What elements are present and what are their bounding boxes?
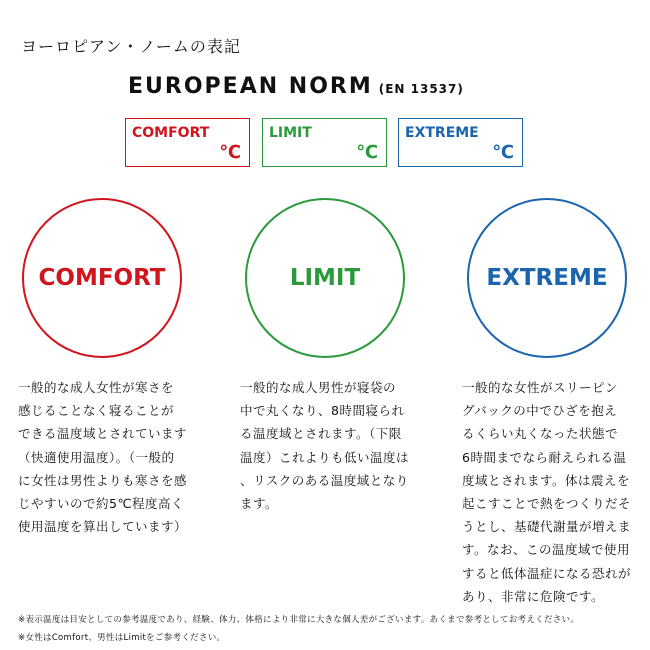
description-line: 度域とされます。体は震えを	[462, 472, 631, 488]
description-line: グバックの中でひざを抱え	[462, 403, 618, 419]
extreme-description	[462, 376, 647, 608]
extreme-circle-label: EXTREME	[486, 265, 608, 291]
description-line: るくらい丸くなった状態で	[462, 426, 619, 442]
description-line: る温度域とされます。（下限	[240, 426, 402, 442]
description-line: 一般的な成人女性が寒さを	[18, 380, 175, 395]
description-line: うとし、基礎代謝量が増えま	[462, 519, 632, 535]
limit-circle	[245, 198, 405, 358]
norm-subtitle: (EN 13537)	[378, 82, 464, 96]
norm-heading	[128, 74, 464, 99]
comfort-box	[125, 118, 250, 167]
description-line: 一般的な成人男性が寝袋の	[240, 380, 397, 395]
description-line: すると低体温症になる恐れが	[462, 565, 632, 581]
description-line: 中で丸くなり、8時間寝られ	[240, 403, 405, 419]
comfort-circle-label: COMFORT	[38, 265, 166, 291]
description-line: （快適使用温度）。（一般的	[18, 449, 175, 465]
footnote: ※女性はComfort、男性はLimitをご参考ください。	[18, 633, 226, 643]
description-line: じやすいので約5℃程度高く	[18, 496, 184, 512]
limit-box-label: LIMIT	[269, 125, 312, 141]
description-line: ます。	[240, 496, 279, 512]
description-line: 起こすことで熱をつくりだそ	[462, 496, 632, 512]
limit-circle-label: LIMIT	[289, 265, 361, 291]
comfort-circle	[22, 198, 182, 358]
footnote: ※表示温度は目安としての参考温度であり、経験、体力、体格により非常に大きな個人差がございます。あくまで参考としてお考えください。	[18, 615, 580, 625]
description-line: す。なお、この温度域で使用	[462, 542, 631, 558]
description-line: できる温度域とされています	[18, 426, 188, 442]
norm-title: EUROPEAN NORM	[128, 74, 373, 99]
description-line: 一般的な女性がスリーピン	[462, 380, 619, 395]
description-line: 温度）これよりも低い温度は	[240, 449, 410, 465]
celsius-icon: ℃	[219, 142, 241, 163]
extreme-circle	[467, 198, 627, 358]
comfort-box-label: COMFORT	[132, 125, 210, 141]
description-line: 6時間までなら耐えられる温	[462, 449, 627, 465]
limit-box	[262, 118, 387, 167]
extreme-box-label: EXTREME	[405, 125, 479, 141]
celsius-icon: ℃	[492, 142, 514, 163]
comfort-description	[18, 376, 228, 538]
description-line: 、リスクのある温度域となり	[240, 472, 409, 488]
limit-description	[240, 376, 450, 515]
page-title: ヨーロピアン・ノームの表記	[21, 37, 241, 56]
celsius-icon: ℃	[356, 142, 378, 163]
description-line: 使用温度を算出しています）	[18, 519, 188, 535]
description-line: あり、非常に危険です。	[462, 588, 605, 604]
extreme-box	[398, 118, 523, 167]
description-line: 感じることなく寝ることが	[18, 403, 175, 419]
description-line: に女性は男性よりも寒さを感	[18, 472, 188, 488]
